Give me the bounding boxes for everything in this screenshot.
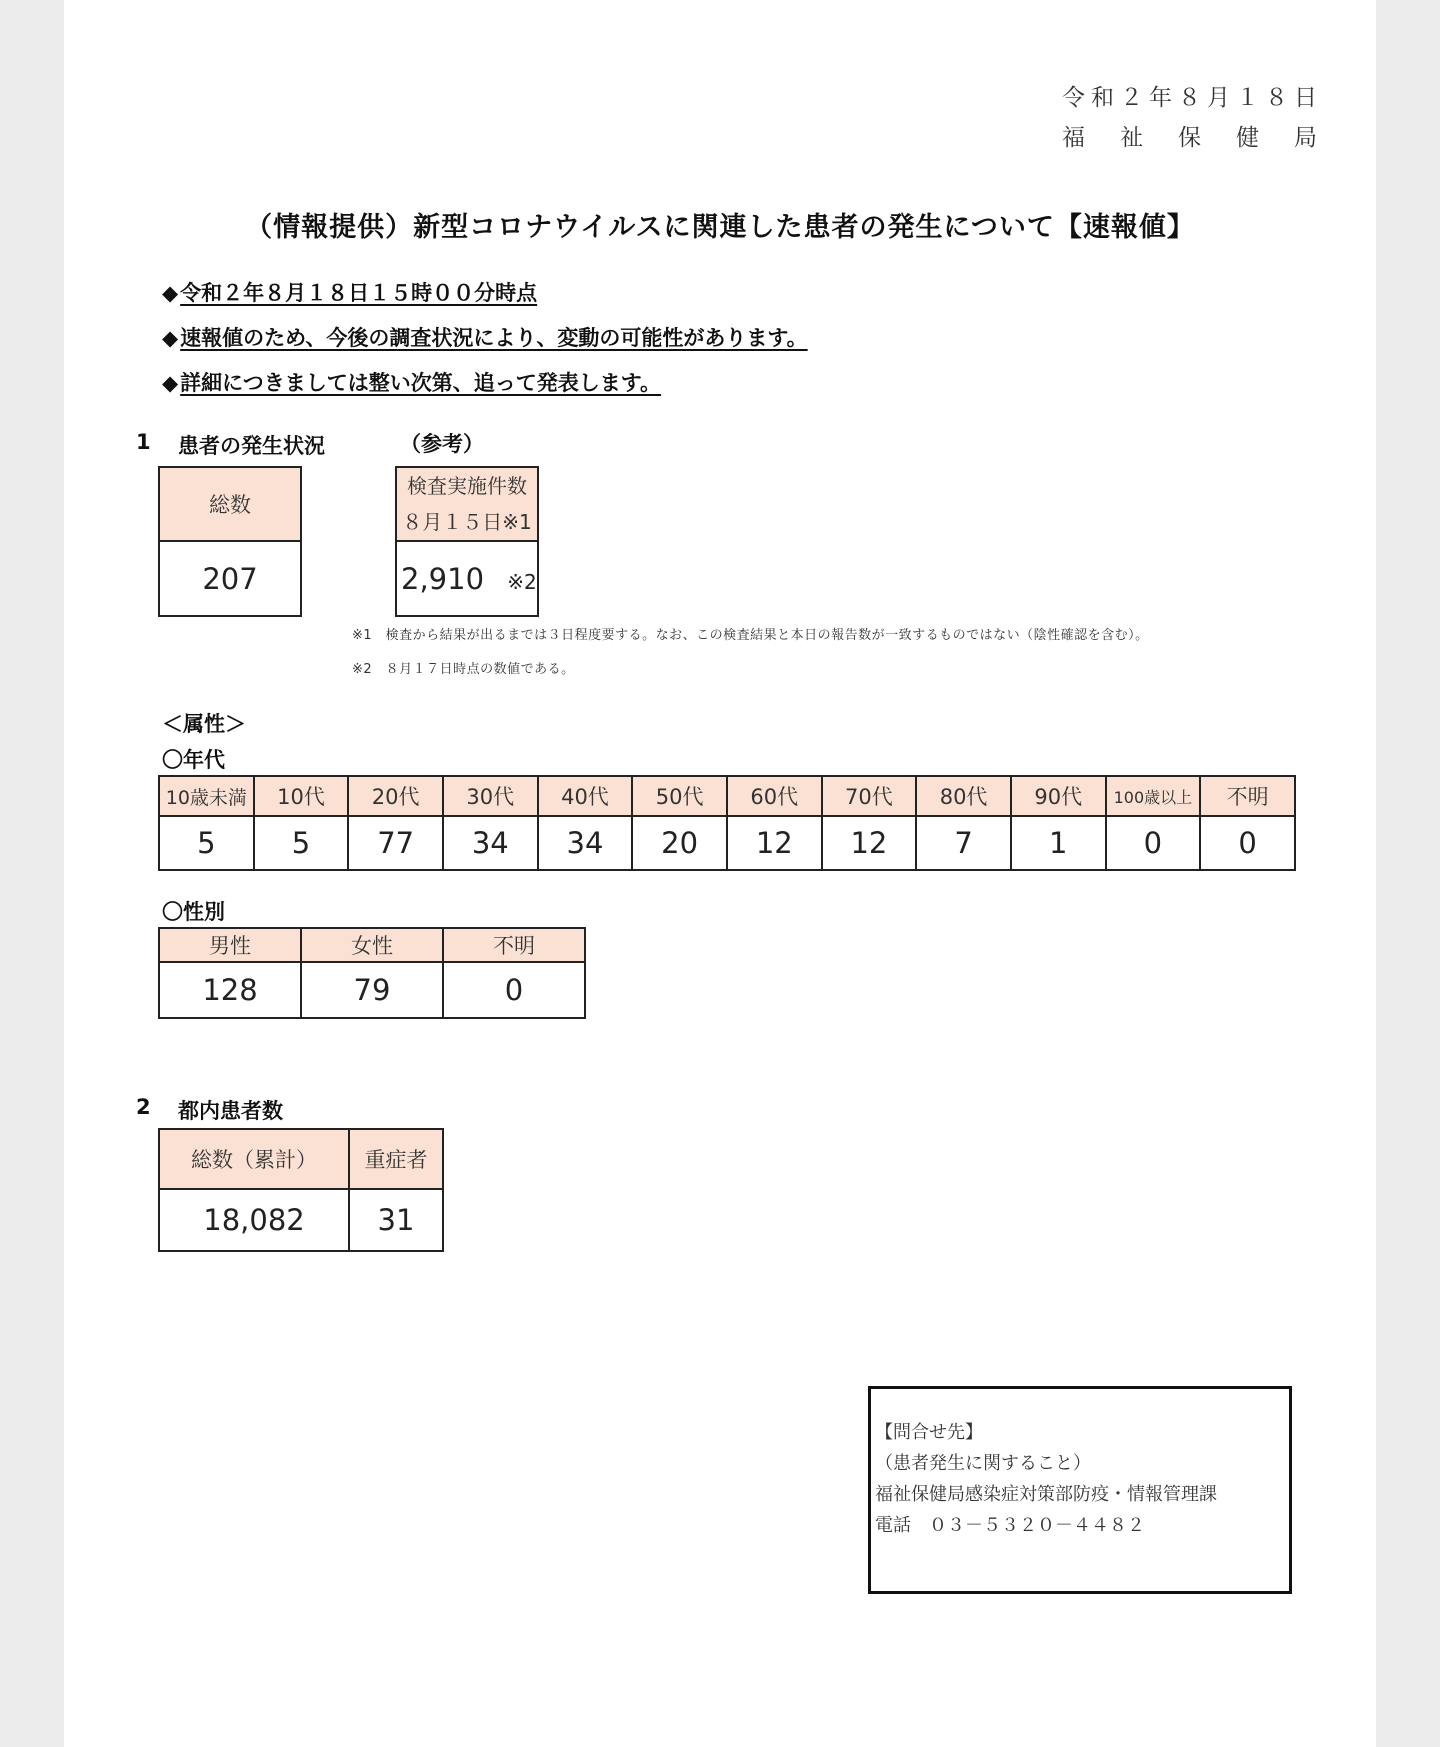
issue-date: 令和２年８月１８日 [1062,85,1323,111]
total-table [158,466,302,617]
age-value-80s: 7 [916,816,1011,870]
age-col-20s: 20代 [348,776,443,816]
document-page [64,0,1376,1747]
age-col-100plus: 100歳以上 [1106,776,1201,816]
issuing-department: 福 祉 保 健 局 [1062,125,1323,151]
gender-value-female: 79 [301,962,443,1018]
age-col-70s: 70代 [822,776,917,816]
contact-subject: （患者発生に関すること） [875,1453,1091,1474]
test-count-table [395,466,539,617]
total-value: 207 [159,541,301,616]
gender-heading: 〇性別 [162,900,225,924]
age-value-60s: 12 [727,816,822,870]
test-count-label-line2: ８月１５日※1 [402,510,532,534]
tokyo-value-row [159,1189,443,1251]
issuer-block [1062,78,1323,158]
age-header-row [159,776,1295,816]
test-count-label-line1: 検査実施件数 [407,474,527,498]
severe-cases-label: 重症者 [349,1129,443,1189]
tokyo-patients-table [158,1128,444,1252]
tokyo-header-row [159,1129,443,1189]
reference-heading: （参考） [400,432,484,456]
age-value-90s: 1 [1011,816,1106,870]
test-count-label [396,467,538,541]
age-value-under10: 5 [159,816,254,870]
attributes-heading: ＜属性＞ [162,712,246,736]
age-col-60s: 60代 [727,776,822,816]
total-label: 総数 [159,467,301,541]
gender-value-male: 128 [159,962,301,1018]
gender-col-female: 女性 [301,928,443,962]
age-col-under10: 10歳未満 [159,776,254,816]
section-2-heading: 都内患者数 [178,1099,283,1123]
age-col-80s: 80代 [916,776,1011,816]
age-value-20s: 77 [348,816,443,870]
section-1-number: 1 [136,430,151,454]
bullet-text: 令和２年８月１８日１５時００分時点 [180,281,538,305]
diamond-icon: ◆ [162,281,179,305]
footnote-1: ※1 検査から結果が出るまでは３日程度要する。なお、この検査結果と本日の報告数が一致するものではない（陰性確認を含む）。 [352,628,1149,643]
age-value-30s: 34 [443,816,538,870]
bullet-text: 詳細につきましては整い次第、追って発表します。 [180,371,662,395]
gender-value-row [159,962,585,1018]
document-title: （情報提供）新型コロナウイルスに関連した患者の発生について【速報値】 [245,212,1195,243]
bullet-details-notice [162,367,661,397]
age-col-40s: 40代 [538,776,633,816]
gender-header-row [159,928,585,962]
contact-heading: 【問合せ先】 [875,1422,983,1443]
test-count-cell [396,541,538,616]
age-heading: 〇年代 [162,748,225,772]
bullet-text: 速報値のため、今後の調査状況により、変動の可能性があります。 [180,326,808,350]
age-value-100plus: 0 [1106,816,1201,870]
age-table [158,775,1296,871]
test-count-note-mark: ※2 [507,569,537,594]
age-col-unknown: 不明 [1200,776,1295,816]
age-col-50s: 50代 [632,776,727,816]
footnote-2: ※2 ８月１７日時点の数値である。 [352,662,575,677]
contact-division: 福祉保健局感染症対策部防疫・情報管理課 [875,1484,1217,1505]
gender-value-unknown: 0 [443,962,585,1018]
contact-phone: 電話 ０３－５３２０－４４８２ [875,1515,1145,1536]
section-1-heading: 患者の発生状況 [178,434,325,458]
age-value-unknown: 0 [1200,816,1295,870]
age-value-70s: 12 [822,816,917,870]
gender-col-unknown: 不明 [443,928,585,962]
test-count-value: 2,910 [401,561,485,596]
age-value-row [159,816,1295,870]
age-col-30s: 30代 [443,776,538,816]
age-value-40s: 34 [538,816,633,870]
bullet-timestamp [162,277,537,307]
diamond-icon: ◆ [162,326,179,350]
bullet-preliminary-notice [162,322,808,352]
gender-col-male: 男性 [159,928,301,962]
severe-cases-value: 31 [349,1189,443,1251]
age-col-90s: 90代 [1011,776,1106,816]
contact-box [868,1386,1292,1594]
age-col-10s: 10代 [254,776,349,816]
age-value-50s: 20 [632,816,727,870]
gender-table [158,927,586,1019]
section-2-number: 2 [136,1095,151,1119]
cumulative-total-value: 18,082 [159,1189,349,1251]
age-value-10s: 5 [254,816,349,870]
cumulative-total-label: 総数（累計） [159,1129,349,1189]
diamond-icon: ◆ [162,371,179,395]
